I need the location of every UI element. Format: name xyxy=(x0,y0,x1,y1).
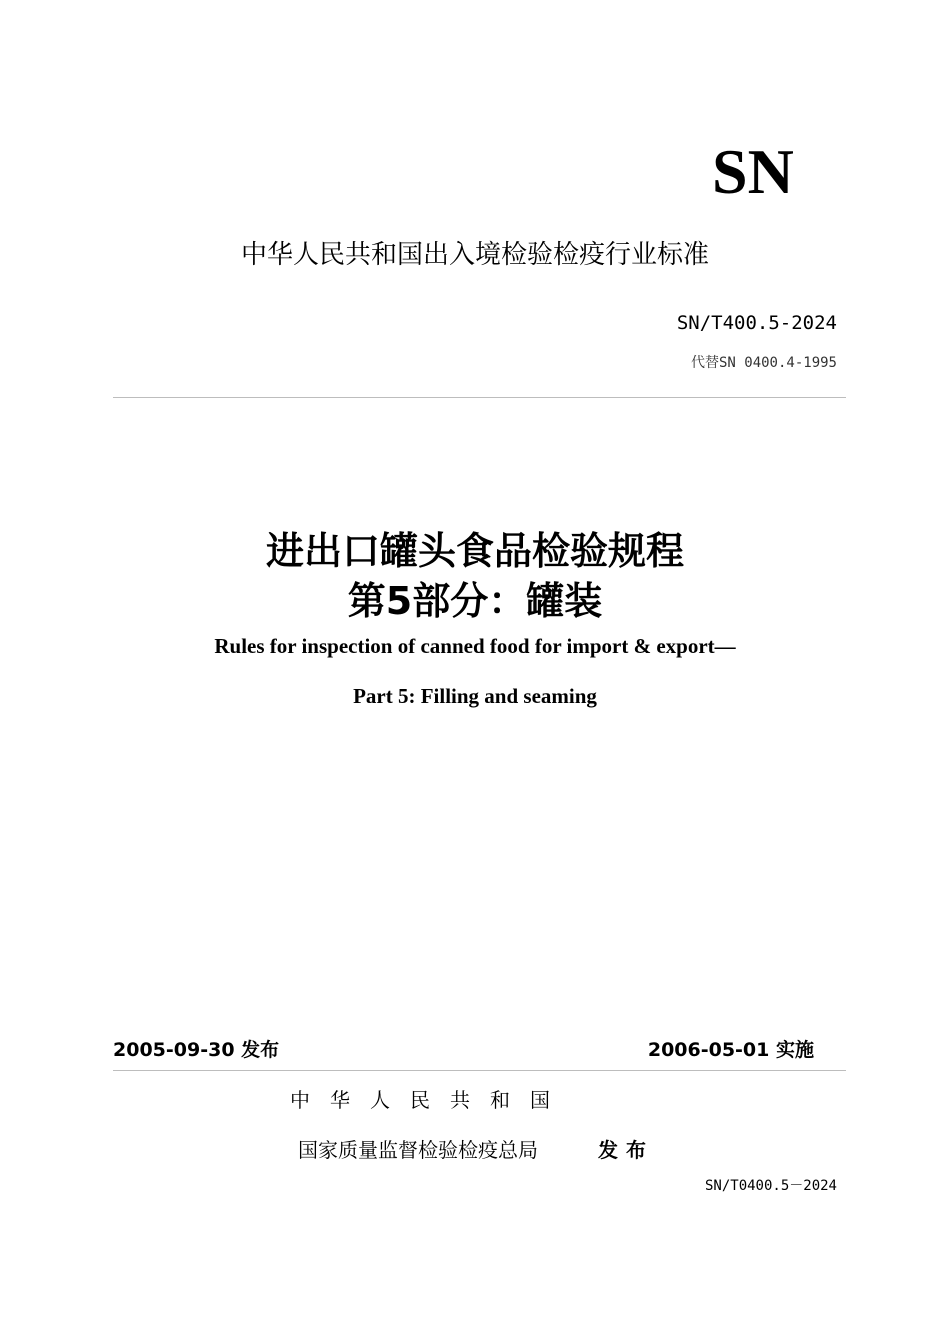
sn-logo: SN xyxy=(712,136,794,207)
replaces-standard: 代替SN 0400.4-1995 xyxy=(690,355,837,371)
publisher-authority: 国家质量监督检验检疫总局 xyxy=(298,1138,538,1162)
publisher-country: 中华人民共和国 xyxy=(290,1088,570,1112)
implementation-date: 2006-05-01 实施 xyxy=(647,1039,814,1061)
industry-standard-title: 中华人民共和国出入境检验检疫行业标准 xyxy=(240,240,709,270)
issue-date: 2005-09-30 发布 xyxy=(113,1039,280,1061)
standard-number: SN/T400.5-2024 xyxy=(676,312,837,334)
document-title-cn: 进出口罐头食品检验规程 xyxy=(265,529,684,573)
publish-label: 发布 xyxy=(598,1138,654,1162)
document-subtitle-cn: 第5部分：罐装 xyxy=(347,579,603,623)
document-title-en: Rules for inspection of canned food for import & export— xyxy=(214,634,736,658)
divider-top xyxy=(113,397,846,398)
document-subtitle-en: Part 5: Filling and seaming xyxy=(353,684,597,708)
divider-bottom xyxy=(113,1070,846,1071)
footer-standard-code: SN/T0400.5－2024 xyxy=(704,1178,837,1194)
